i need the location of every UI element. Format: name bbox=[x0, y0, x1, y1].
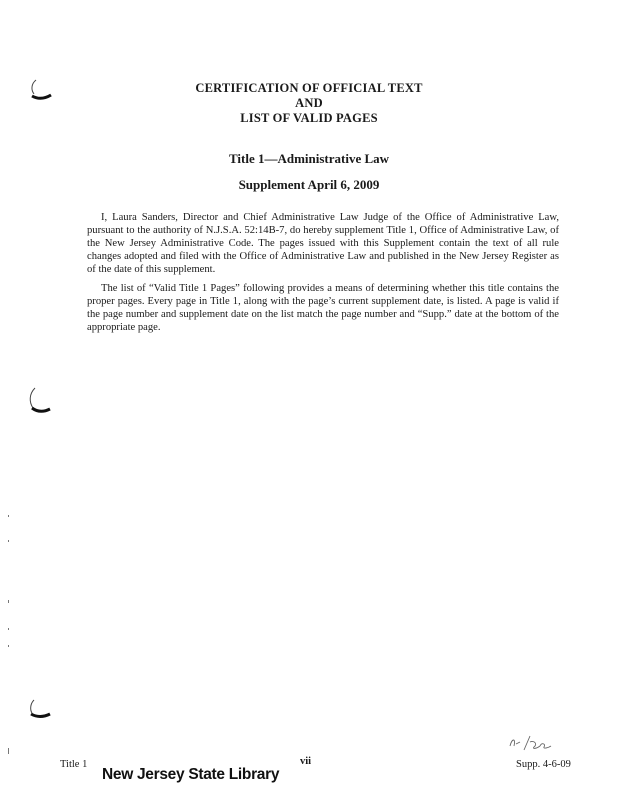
title-line: Title 1—Administrative Law bbox=[228, 151, 390, 166]
heading-line-1: CERTIFICATION OF OFFICIAL TEXT bbox=[195, 81, 423, 95]
handwritten-initials bbox=[506, 732, 556, 754]
footer-title: Title 1 bbox=[60, 759, 88, 770]
scan-speck bbox=[8, 600, 9, 603]
footer-supplement-date: Supp. 4-6-09 bbox=[516, 759, 571, 770]
heading-line-3: LIST OF VALID PAGES bbox=[240, 111, 378, 125]
scan-speck bbox=[8, 515, 9, 517]
scan-speck bbox=[8, 748, 9, 754]
footer-page-number: vii bbox=[300, 756, 312, 767]
hole-punch-mark-bottom bbox=[27, 698, 53, 722]
scan-speck bbox=[8, 540, 9, 542]
library-stamp: New Jersey State Library bbox=[102, 766, 280, 783]
hole-punch-mark-middle bbox=[27, 386, 53, 416]
scan-speck bbox=[8, 628, 9, 630]
valid-pages-paragraph: The list of “Valid Title 1 Pages” following provides a means of determining whether this title contains the proper pages. Every page in Title 1, along with the page’s current supplement date, is listed. A page is valid if the page number and supplement date on the list match the page number and “Supp.” date at the bottom of the appropriate page. bbox=[87, 283, 559, 333]
scan-speck bbox=[8, 645, 9, 647]
supplement-date-line: Supplement April 6, 2009 bbox=[238, 177, 380, 192]
heading-line-2: AND bbox=[295, 96, 323, 110]
certification-paragraph: I, Laura Sanders, Director and Chief Administrative Law Judge of the Office of Administrative Law, pursuant to the authority of N.J.S.A. 52:14B-7, do hereby supplement Title 1, Office of Administrative Law, of the New Jersey Administrative Code. The pages issued with this Supplement contain the text of all rule changes adopted and filed with the Office of Administrative Law and published in the New Jersey Register as of the date of this supplement. bbox=[87, 212, 559, 275]
